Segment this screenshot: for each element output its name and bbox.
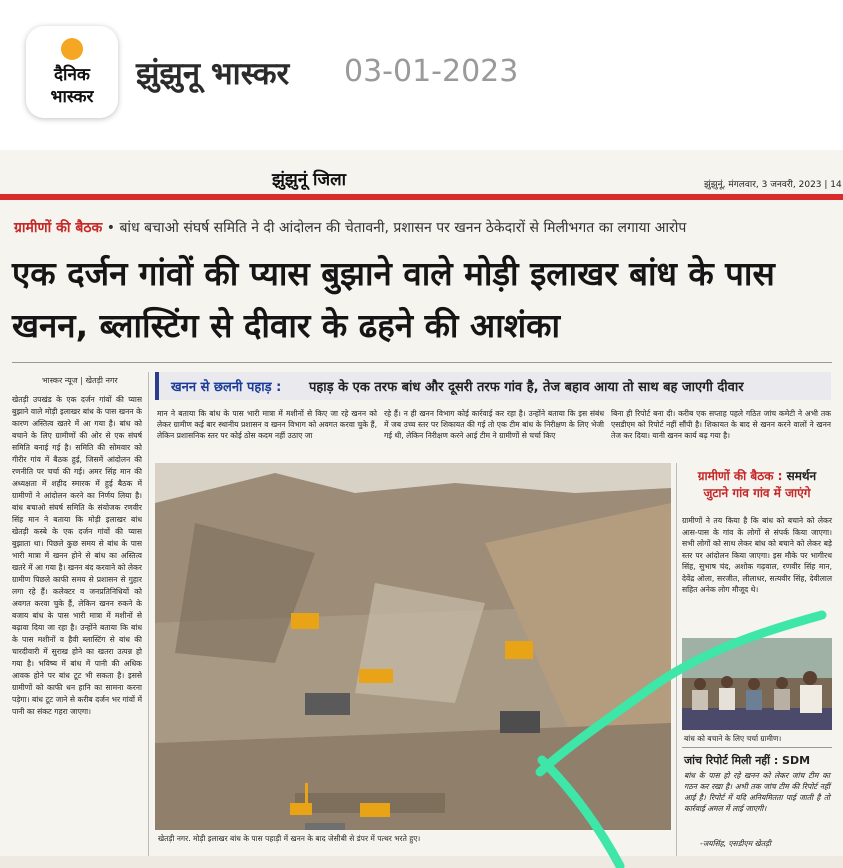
section-name: झुंझुनूं जिला: [272, 170, 347, 190]
next-article-strip: [0, 856, 843, 868]
sidebar-rule: [682, 747, 832, 748]
kicker-text: • बांध बचाओ संघर्ष समिति ने दी आंदोलन की चेतावनी, प्रशासन पर खनन ठेकेदारों से मिलीभगत का लगाया आरोप: [106, 220, 687, 236]
headline: एक दर्जन गांवों की प्यास बुझाने वाले मोड़ी इलाखर बांध के पास खनन, ब्लास्टिंग से दीवार के ढहने की आशंका: [12, 254, 775, 345]
newspaper-page: [0, 150, 843, 868]
kicker: [14, 218, 686, 237]
sidebar-title-label: ग्रामीणों की बैठक :: [697, 469, 783, 483]
photo-caption: खेतड़ी नगर. मोड़ी इलाखर बांध के पास पहाड़ी में खनन के बाद जेसीबी से डंपर में पत्थर भरते हुए।: [158, 834, 421, 843]
logo-text-line2: भास्कर: [50, 87, 94, 107]
sidebar-subtitle: जुटाने गांव गांव में जाएंगे: [703, 486, 811, 500]
body-column-3: बिना ही रिपोर्ट बना दी। करीब एक सप्ताह पहले गठित जांच कमेटी ने अभी तक एसडीएम को रिपोर्ट नहीं सौंपी है। शिकायत के बाद से खनन करने वालों ने खनन तेज कर दिया। यानी खनन कार्य बढ़ गया है।: [611, 409, 831, 440]
sidebar-body: ग्रामीणों ने तय किया है कि बांध को बचाने को लेकर आस-पास के गांव के लोगों से संपर्क किया जाएगा। सभी लोगों को साथ लेकर बांध को बचाने को लेकर बड़े स्तर पर आंदोलन किया जाएगा। इस मौके पर भागीरथ सिंह, सुभाष चंद, अशोक गढ़वाल, रणवीर सिंह मान, देवेंद्र ओला, सरजीत, लीलाधर, सत्यवीर सिंह, देवीलाल सहित अनेक लोग मौजूद थे।: [682, 516, 832, 594]
logo-text-line1: दैनिक: [54, 65, 90, 85]
sdm-quote: बांध के पास हो रहे खनन को लेकर जांच टीम का गठन कर रखा है। अभी तक जांच टीम की रिपोर्ट नहीं आई है। रिपोर्ट में यदि अनियमितता पाई जाती है तो कार्रवाई अमल में लाई जाएगी।: [684, 771, 830, 813]
subhead-bar: [155, 372, 831, 400]
column-divider: [148, 372, 149, 862]
byline: भास्कर न्यूज | खेतड़ी नगर: [42, 376, 118, 385]
meeting-photo: [682, 638, 832, 730]
app-header: [0, 0, 843, 150]
sdm-heading: जांच रिपोर्ट मिली नहीं : SDM: [684, 754, 811, 767]
kicker-label: ग्रामीणों की बैठक: [14, 220, 103, 236]
body-column-1: मान ने बताया कि बांध के पास भारी मात्रा में मशीनों से किए जा रहे खनन को लेकर ग्रामीण कई बार स्थानीय प्रशासन व खनन विभाग को अवगत करवा चुके हैं, लेकिन प्रशासनिक स्तर पर कोई ठोस कदम नहीं उठाए जा: [157, 409, 377, 440]
red-rule: [0, 194, 843, 200]
subhead-label: खनन से छलनी पहाड़ :: [171, 380, 282, 395]
meeting-photo-caption: बांध को बचाने के लिए चर्चा ग्रामीण।: [684, 734, 782, 743]
body-column-2: रहे हैं। न ही खनन विभाग कोई कार्रवाई कर रहा है। उन्होंने बताया कि इस संबंध में जब उच्च स्तर पर शिकायत की गई तो एक टीम बांध के निरीक्षण के लिए भेजी गई थी, लेकिन निरीक्षण करने आई टीम ने ग्रामीणों से चर्चा किए: [384, 409, 604, 440]
sidebar-title: [682, 468, 832, 502]
sun-icon: [61, 38, 83, 60]
sdm-signature: -जयसिंह, एसडीएम खेतड़ी: [700, 839, 771, 848]
publication-title: झुंझुनू भास्कर: [136, 56, 290, 92]
divider: [12, 362, 832, 363]
sidebar-title-text: समर्थन: [786, 469, 817, 483]
subhead-text: पहाड़ के एक तरफ बांध और दूसरी तरफ गांव है, तेज बहाव आया तो साथ बह जाएगी दीवार: [309, 380, 744, 395]
sidebar-divider: [676, 463, 677, 863]
dateline: झुंझुनूं, मंगलवार, 3 जनवरी, 2023 | 14: [704, 180, 842, 190]
mining-photo: [155, 463, 671, 830]
dainik-bhaskar-logo[interactable]: [26, 26, 118, 118]
left-column-text: खेतड़ी उपखंड के एक दर्जन गांवों की प्यास बुझाने वाले मोड़ी इलाखर बांध के पास खनन के कारण अस्तित्व खतरे में आ गया है। बांध को बचाने के लिए ग्रामीणों की ओर से एक संघर्ष समिति बनाई गई है। समिति की सोमवार को गीरीर गांव में बैठक हुई, जिसमें आंदोलन की रणनीति पर चर्चा की गई। अमर सिंह मान की अध्यक्षता में शहीद स्मारक में हुई बैठक में ग्रामीणों ने आंदोलन करने का निर्णय लिया है। बांध बचाओ संघर्ष समिति के संयोजक रणवीर सिंह मान ने बताया कि मोड़ी इलाखर बांध खेतड़ी कस्बे के एक दर्जन गांवों की प्यास बुझाता था। पिछले कुछ समय से बांध के पास भारी मात्रा में खनन होने से बांध का अस्तित्व खतरे में आ गया है। खनन बंद करवाने को लेकर ग्रामीण पिछले काफी समय से प्रशासन से गुहार लगा रहे हैं। कलेक्टर व जनप्रतिनिधियों को अवगत करवा चुके हैं, लेकिन खनन रुकने के बजाय बांध के पास भारी मात्रा में मशीनों से बढ़ावा दिया जा रहा है। उन्होंने बताया कि बांध के पास मशीनों व हैवी ब्लास्टिंग से बांध की चारदीवारी में सुराख होने का खतरा उत्पन्न हो गया है। भविष्य में बांध में पानी की अधिक आवक होने पर बांध टूट भी सकता है। इससे ग्रामीणों को काफी धन हानि का सामना करना पड़ेगा। बांध टूट जाने से करीब दर्जन भर गांवों में पानी का संकट गहरा जाएगा।: [12, 395, 142, 716]
edition-date: 03-01-2023: [344, 54, 519, 89]
